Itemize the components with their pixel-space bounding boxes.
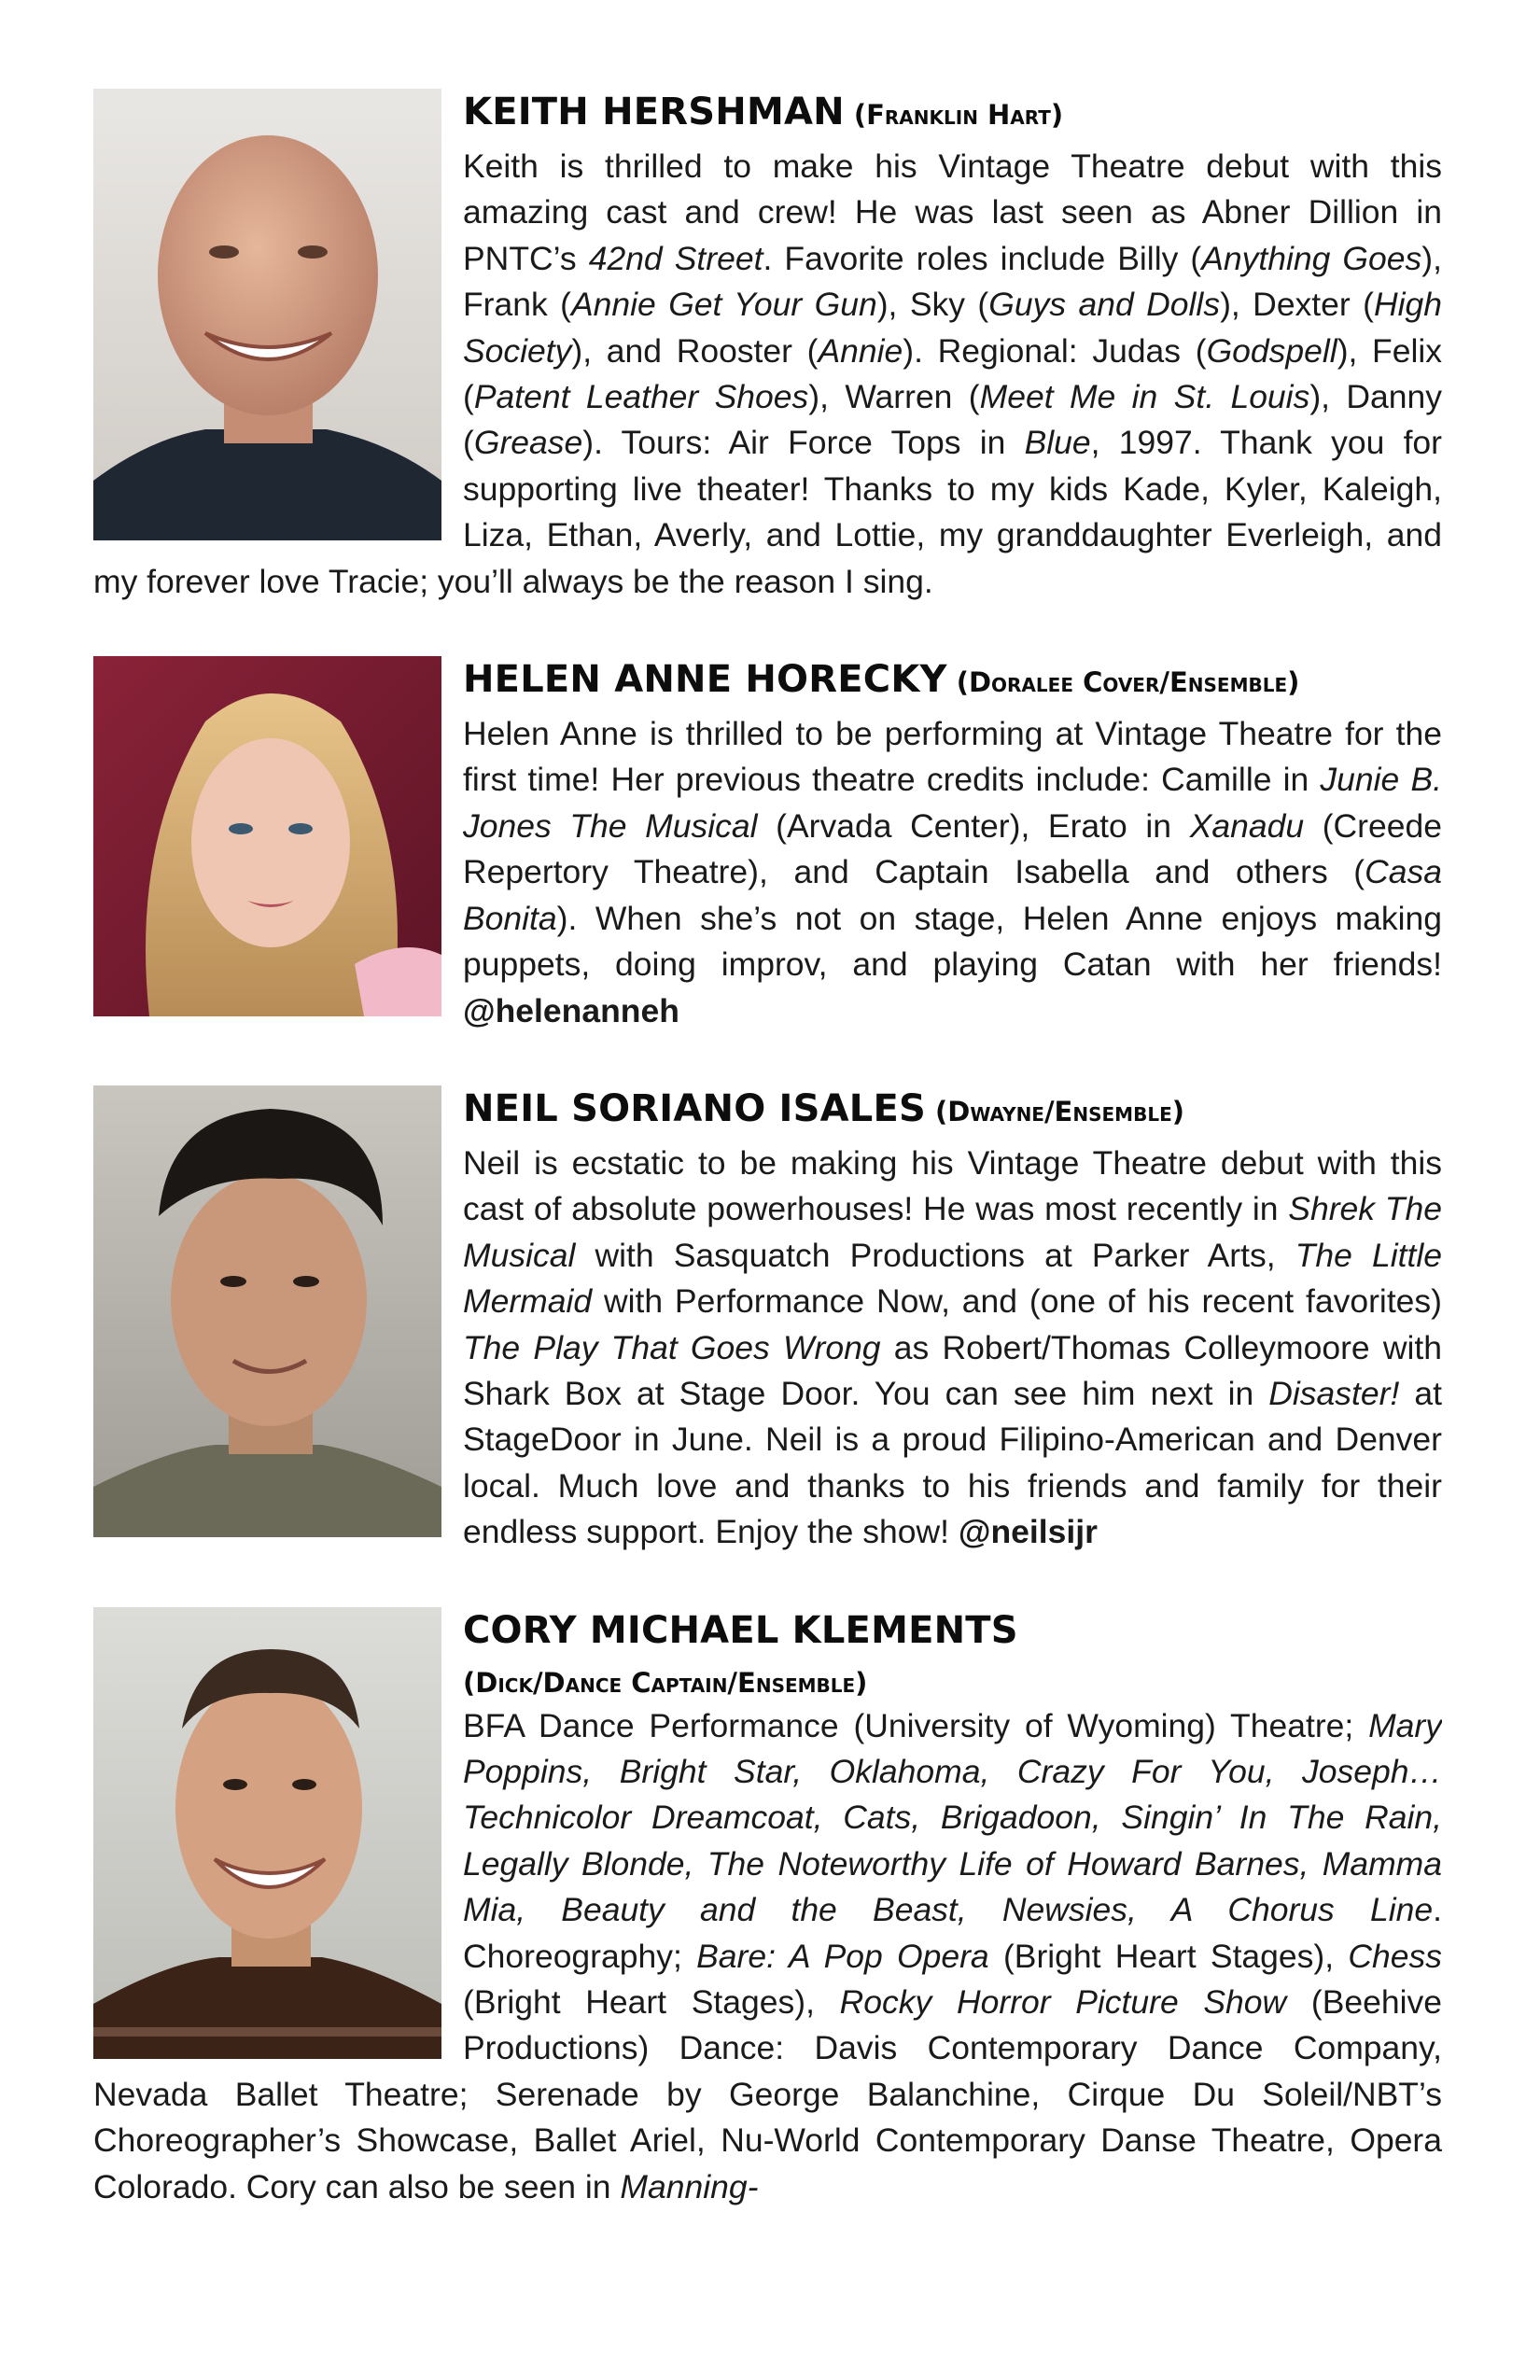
bio-text-run: ), Dexter (	[1220, 286, 1374, 324]
italic-title: Guys and Dolls	[988, 286, 1221, 324]
italic-title: The Play That Goes Wrong	[463, 1328, 881, 1366]
bio-text-run: ). Tours: Air Force Tops in	[582, 424, 1025, 462]
italic-title: Casa Bonita	[463, 853, 1442, 937]
italic-title: Anything Goes	[1201, 239, 1422, 277]
bio-neil-soriano-isales	[93, 1085, 1442, 1556]
italic-title: Blue	[1024, 424, 1091, 462]
bio-text-run: (Bright Heart Stages),	[988, 1937, 1349, 1975]
italic-title: Meet Me in St. Louis	[979, 378, 1310, 416]
bio-text-run: ), Danny (	[463, 378, 1442, 462]
headshot-photo	[93, 89, 441, 540]
performer-role: (Dick/Dance Captain/Ensemble)	[463, 1666, 868, 1699]
bio-text-run: with Sasquatch Productions at Parker Arts,	[575, 1236, 1295, 1274]
bio-cory-michael-klements	[93, 1607, 1442, 2210]
performer-role: (Franklin Hart)	[853, 99, 1064, 131]
headshot-photo	[93, 1607, 441, 2059]
italic-title: The Little Mermaid	[463, 1236, 1442, 1321]
bio-text-run: . Choreography;	[463, 1891, 1442, 1975]
performer-name: CORY MICHAEL KLEMENTS	[463, 1608, 1018, 1652]
bio-text-run: BFA Dance Performance (University of Wyoming) Theatre;	[463, 1706, 1369, 1744]
performer-name: NEIL SORIANO ISALES	[463, 1086, 927, 1130]
bio-text-run: . Favorite roles include Billy (	[763, 239, 1202, 277]
bio-text-run: ), Warren (	[808, 378, 980, 416]
bio-text-run: ), Felix (	[463, 331, 1442, 416]
italic-title: Bare: A Pop Opera	[696, 1937, 989, 1975]
bio-text-run: ). When she’s not on stage, Helen Anne enjoys making puppets, doing improv, and playing Catan with her friends!	[463, 899, 1442, 984]
bio-text-run: Neil is ecstatic to be making his Vintage Theatre debut with this cast of absolute powerhouses! He was most recently in	[463, 1143, 1442, 1228]
italic-title: Mary Poppins, Bright Star, Oklahoma, Crazy For You, Joseph…Technicolor Dreamcoat, Cats, Brigadoon, Singin’ In The Rain, Legally Blonde, The Noteworthy Life of Howard Barnes, Mamma Mia, Beauty and the Beast, Newsies, A Chorus Line	[463, 1706, 1442, 1929]
italic-title: Shrek The Musical	[463, 1190, 1442, 1274]
social-handle: @helenanneh	[463, 991, 679, 1029]
bio-text-run: ), and Rooster (	[571, 331, 819, 370]
bio-text-run: (Creede Repertory Theatre), and Captain Isabella and others (	[463, 806, 1442, 891]
bio-text-run: ), Frank (	[463, 239, 1442, 324]
italic-title: 42nd Street	[588, 239, 763, 277]
italic-title: Annie Get Your Gun	[570, 286, 877, 324]
bio-text-run: Keith is thrilled to make his Vintage Theatre debut with this amazing cast and crew! He was last seen as Abner Dillion in PNTC’s	[463, 147, 1442, 277]
bio-text-run: Helen Anne is thrilled to be performing at Vintage Theatre for the first time! Her previous theatre credits include: Camille in	[463, 715, 1442, 799]
bio-text-run: as Robert/Thomas Colleymoore with Shark Box at Stage Door. You can see him next in	[463, 1328, 1442, 1412]
bio-text-run: (Beehive Productions) Dance: Davis Contemporary Dance Company, Nevada Ballet Theatre; Serenade by George Balanchine, Cirque Du Soleil/NBT’s Choreographer’s Showcase, Ballet Ariel, Nu-World Contemporary Danse Theatre, Opera Colorado. Cory can also be seen in	[93, 1983, 1442, 2205]
italic-title: High Society	[463, 286, 1442, 370]
performer-role: (Dwayne/Ensemble)	[935, 1095, 1184, 1127]
italic-title: Disaster!	[1268, 1374, 1400, 1412]
performer-name: HELEN ANNE HORECKY	[463, 658, 947, 702]
italic-title: Manning-	[620, 2167, 759, 2205]
bio-text-run: (Arvada Center), Erato in	[757, 806, 1190, 845]
social-handle: @neilsijr	[958, 1513, 1098, 1551]
bio-text-run: at StageDoor in June. Neil is a proud Filipino-American and Denver local. Much love and thanks to his friends and family for their endless support. Enjoy the show!	[463, 1374, 1442, 1551]
headshot-photo	[93, 1085, 441, 1537]
italic-title: Chess	[1348, 1937, 1442, 1975]
bio-text-run: ), Sky (	[876, 286, 989, 324]
bios-page	[93, 89, 1442, 2210]
bio-keith-hershman	[93, 89, 1442, 605]
italic-title: Junie B. Jones The Musical	[463, 761, 1442, 845]
italic-title: Xanadu	[1189, 806, 1305, 845]
bio-text-run: with Performance Now, and (one of his recent favorites)	[592, 1282, 1442, 1321]
italic-title: Godspell	[1206, 331, 1337, 370]
performer-name: KEITH HERSHMAN	[463, 91, 845, 133]
headshot-photo	[93, 656, 441, 1016]
italic-title: Patent Leather Shoes	[473, 378, 809, 416]
italic-title: Rocky Horror Picture Show	[839, 1983, 1287, 2021]
bio-text-run: , 1997. Thank you for supporting live theater! Thanks to my kids Kade, Kyler, Kaleigh, Liza, Ethan, Averly, and Lottie, my granddaughter Everleigh, and my forever love Tracie; you’ll always be the reason I sing.	[93, 424, 1442, 600]
bio-text-run: (Bright Heart Stages),	[463, 1983, 840, 2021]
bio-helen-anne-horecky	[93, 656, 1442, 1034]
italic-title: Annie	[818, 331, 903, 370]
performer-role: (Doralee Cover/Ensemble)	[956, 666, 1300, 699]
bio-text-run: ). Regional: Judas (	[903, 331, 1207, 370]
italic-title: Grease	[473, 424, 583, 462]
